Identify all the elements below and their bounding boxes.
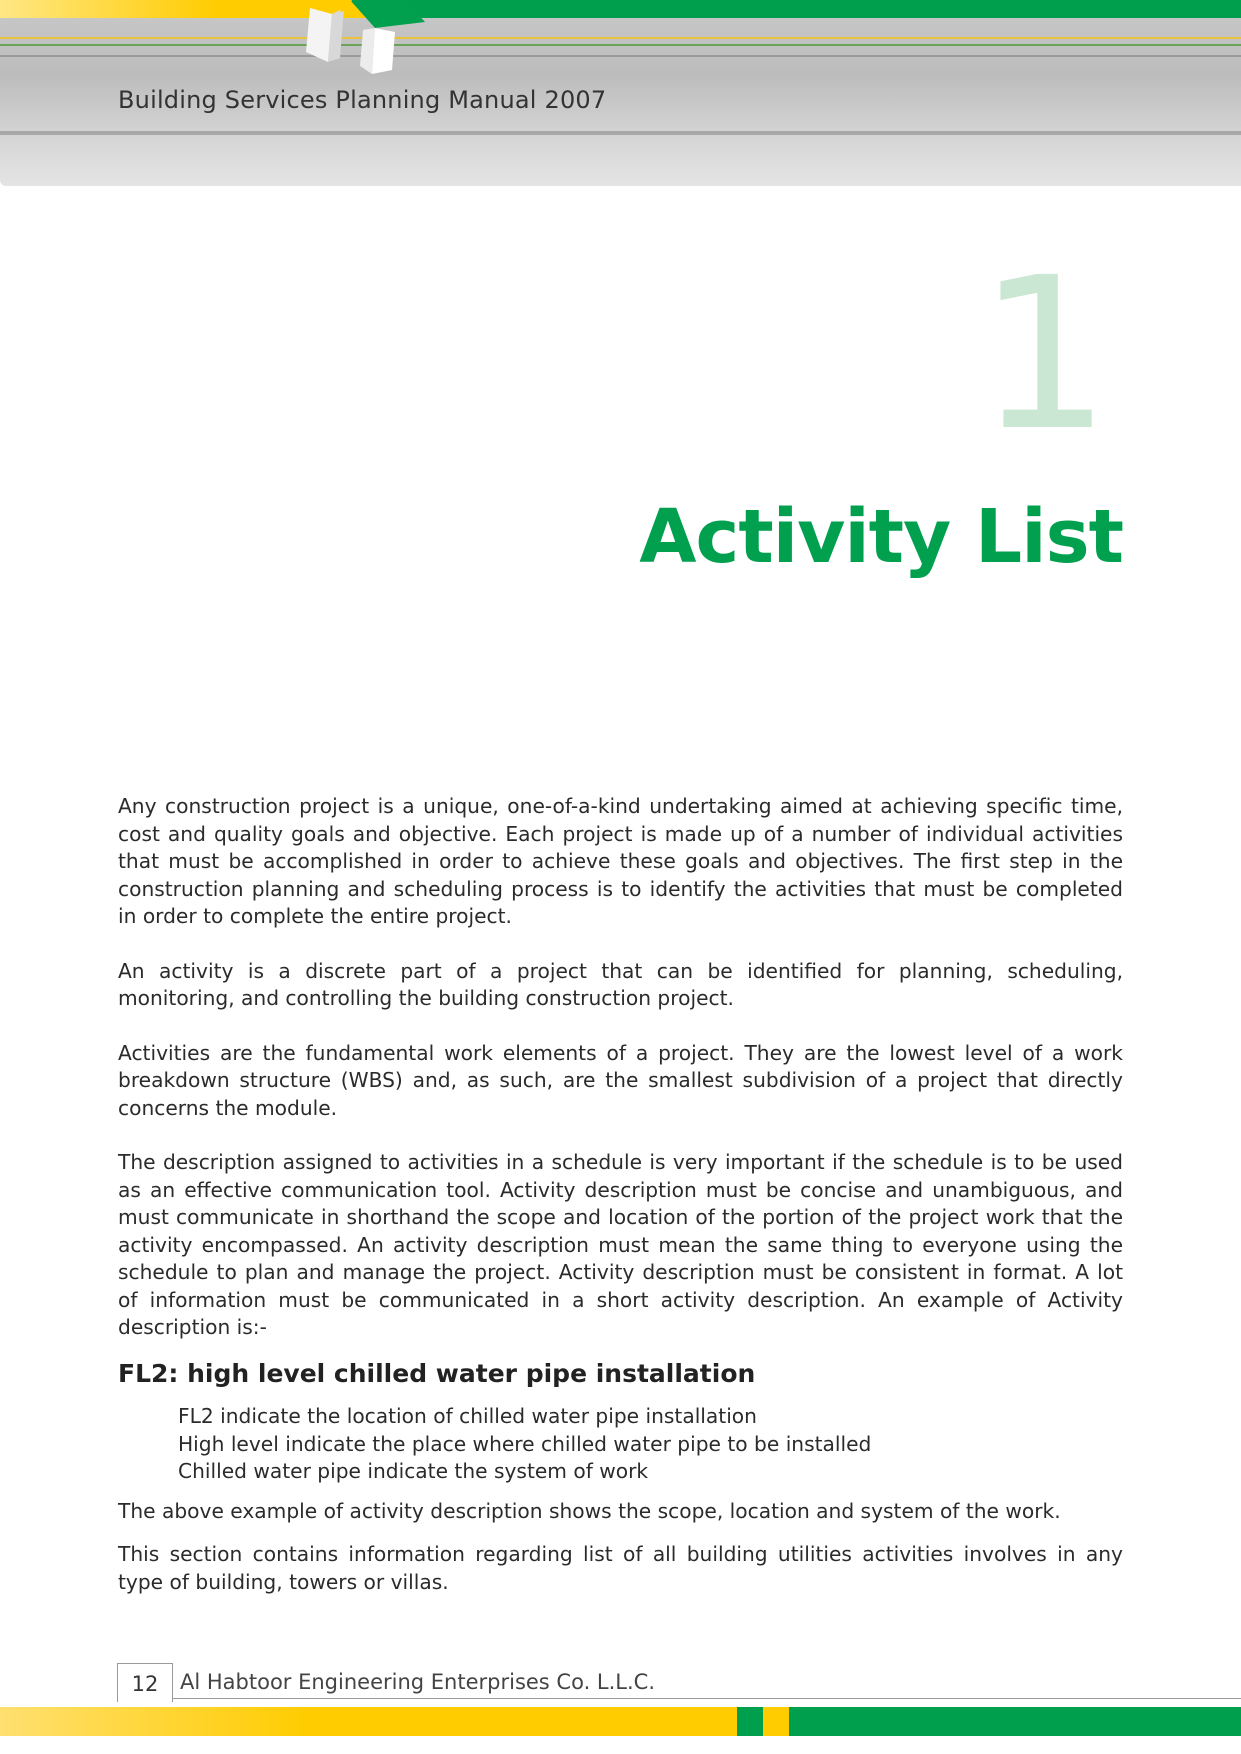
header-logo-icon [300,0,425,80]
footer-company: Al Habtoor Engineering Enterprises Co. L.L.C. [180,1670,656,1694]
example-line: High level indicate the place where chilled water pipe to be installed [178,1431,872,1456]
header-green-band [366,0,1241,18]
header-green-line [0,44,1241,46]
page-header [0,0,1241,186]
footer-green-block [737,1707,763,1736]
body-content [118,793,1123,1623]
chapter-title: Activity List [639,494,1123,580]
footer-green-bar [789,1707,1241,1736]
example-heading: FL2: high level chilled water pipe installation [118,1358,756,1388]
footer-rule [118,1698,1241,1699]
closing-paragraph: The above example of activity description shows the scope, location and system of the work. [118,1498,1061,1523]
example-line: Chilled water pipe indicate the system of work [178,1459,649,1483]
body-paragraph: The description assigned to activities in a schedule is very important if the schedule is to be used as an effective communication tool. Activity description must be concise and unambiguous, and must communicate in shorthand the scope and location of the portion of the project work that the activity encompassed. An activity description must mean the same thing to everyone using the schedule to plan and manage the project. Activity description must be consistent in format. A lot of information must be communicated in a short activity description. An example of Activity description is:- [118,1150,1123,1339]
body-paragraph: Activities are the fundamental work elements of a project. They are the lowest level of a work breakdown structure (WBS) and, as such, are the smallest subdivision of a project that directly concerns the module. [118,1040,1123,1120]
header-divider-lower [0,131,1241,135]
body-paragraph: Any construction project is a unique, one-of-a-kind undertaking aimed at achieving specific time, cost and quality goals and objective. Each project is made up of a number of individual activities that must be accomplished in order to achieve these goals and objectives. The first step in the construction planning and scheduling process is to identify the activities that must be completed in order to complete the entire project. [118,794,1123,928]
page-number: 12 [117,1663,173,1702]
manual-title: Building Services Planning Manual 2007 [118,86,607,114]
header-yellow-line [0,37,1241,39]
body-paragraph: An activity is a discrete part of a project that can be identified for planning, scheduling, monitoring, and controlling the building construction project. [118,958,1123,1010]
example-line: FL2 indicate the location of chilled water pipe installation [178,1404,757,1428]
example-list [178,1403,1123,1486]
header-divider [0,55,1241,57]
closing-paragraph: This section contains information regarding list of all building utilities activities involves in any type of building, towers or villas. [118,1542,1123,1594]
chapter-number: 1 [977,232,1111,477]
